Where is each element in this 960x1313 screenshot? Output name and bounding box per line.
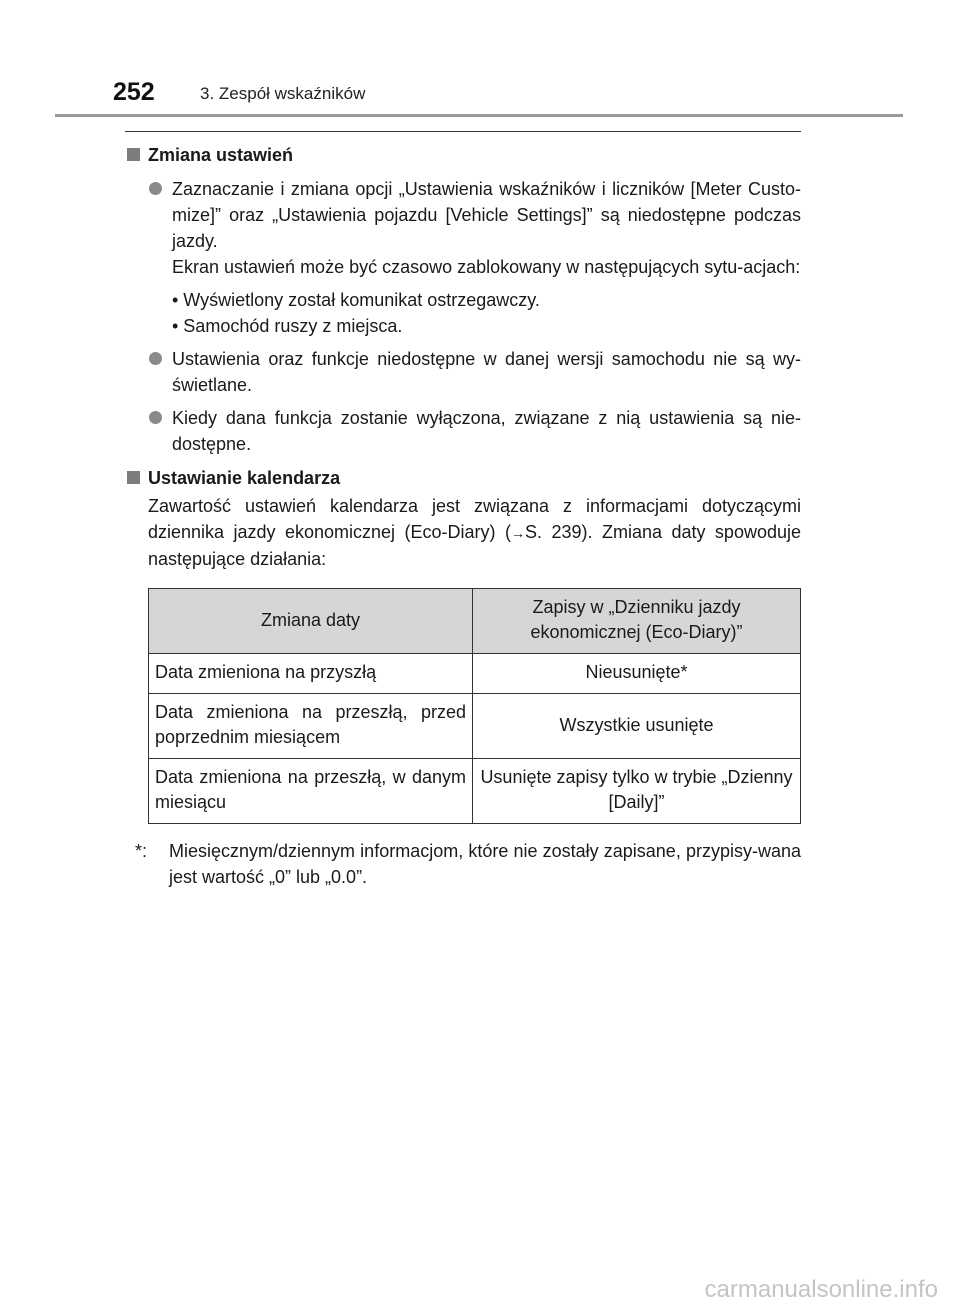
table-row: [149, 759, 801, 824]
round-bullet-icon: [149, 411, 162, 424]
table-row: [149, 694, 801, 759]
section-heading-settings-change: Zmiana ustawień: [127, 142, 801, 168]
bullet-extra-text: Ekran ustawień może być czasowo zablokowany w następujących sytu-acjach:: [172, 257, 801, 277]
table-cell: Nieusunięte*: [473, 654, 801, 694]
page-number: 252: [113, 78, 155, 106]
table-row: [149, 654, 801, 694]
footnote-mark: *:: [135, 841, 148, 861]
round-bullet-icon: [149, 352, 162, 365]
sub-list-item: • Samochód ruszy z miejsca.: [172, 316, 403, 336]
square-bullet-icon: [127, 471, 140, 484]
sub-list: [172, 287, 801, 339]
table-cell: Data zmieniona na przyszłą: [149, 654, 473, 694]
arrow-right-icon: →: [510, 525, 525, 541]
square-bullet-icon: [127, 148, 140, 161]
bullet-text: Zaznaczanie i zmiana opcji „Ustawienia wskaźników i liczników [Meter Custo-mize]” oraz „Ustawienia pojazdu [Vehicle Settings]” są niedostępne podczas jazdy.: [172, 179, 801, 251]
table-cell: Data zmieniona na przeszłą, w danym miesiącu: [149, 759, 473, 824]
bullet-item-function-disabled: [127, 405, 801, 457]
header-divider: [55, 114, 903, 117]
table-header-row: [149, 589, 801, 654]
page-content: [127, 142, 801, 890]
page-header: [0, 0, 960, 120]
bullet-text: Kiedy dana funkcja zostanie wyłączona, związane z nią ustawienia są nie-dostępne.: [172, 408, 801, 454]
bullet-item-unavailable-hidden: [127, 346, 801, 398]
table-cell: Wszystkie usunięte: [473, 694, 801, 759]
page-reference-link[interactable]: S. 239: [524, 522, 582, 542]
section-heading-calendar: Ustawianie kalendarza: [127, 465, 801, 491]
sub-list-item: • Wyświetlony został komunikat ostrzegawczy.: [172, 290, 540, 310]
table-header-cell: Zmiana daty: [149, 589, 473, 654]
footnote-text: Miesięcznym/dziennym informacjom, które nie zostały zapisane, przypisy-wana jest wartość „0” lub „0.0”.: [169, 841, 801, 887]
calendar-paragraph: Zawartość ustawień kalendarza jest związana z informacjami dotyczącymi dziennika jazdy ekonomicznej (Eco-Diary) (→S. 239). Zmiana daty spowoduje następujące działania:: [148, 496, 801, 569]
bullet-item-locked-while-driving: [127, 176, 801, 339]
table-footnote: [127, 838, 801, 890]
bullet-text: Ustawienia oraz funkcje niedostępne w danej wersji samochodu nie są wy-świetlane.: [172, 349, 801, 395]
table-header-cell: Zapisy w „Dzienniku jazdy ekonomicznej (Eco-Diary)”: [473, 589, 801, 654]
date-change-table: [148, 588, 801, 824]
round-bullet-icon: [149, 182, 162, 195]
chapter-title: 3. Zespół wskaźników: [200, 84, 366, 103]
table-cell: Usunięte zapisy tylko w trybie „Dzienny [Daily]”: [473, 759, 801, 824]
watermark: carmanualsonline.info: [704, 1276, 938, 1303]
section-divider: [125, 131, 801, 132]
table-cell: Data zmieniona na przeszłą, przed poprzednim miesiącem: [149, 694, 473, 759]
